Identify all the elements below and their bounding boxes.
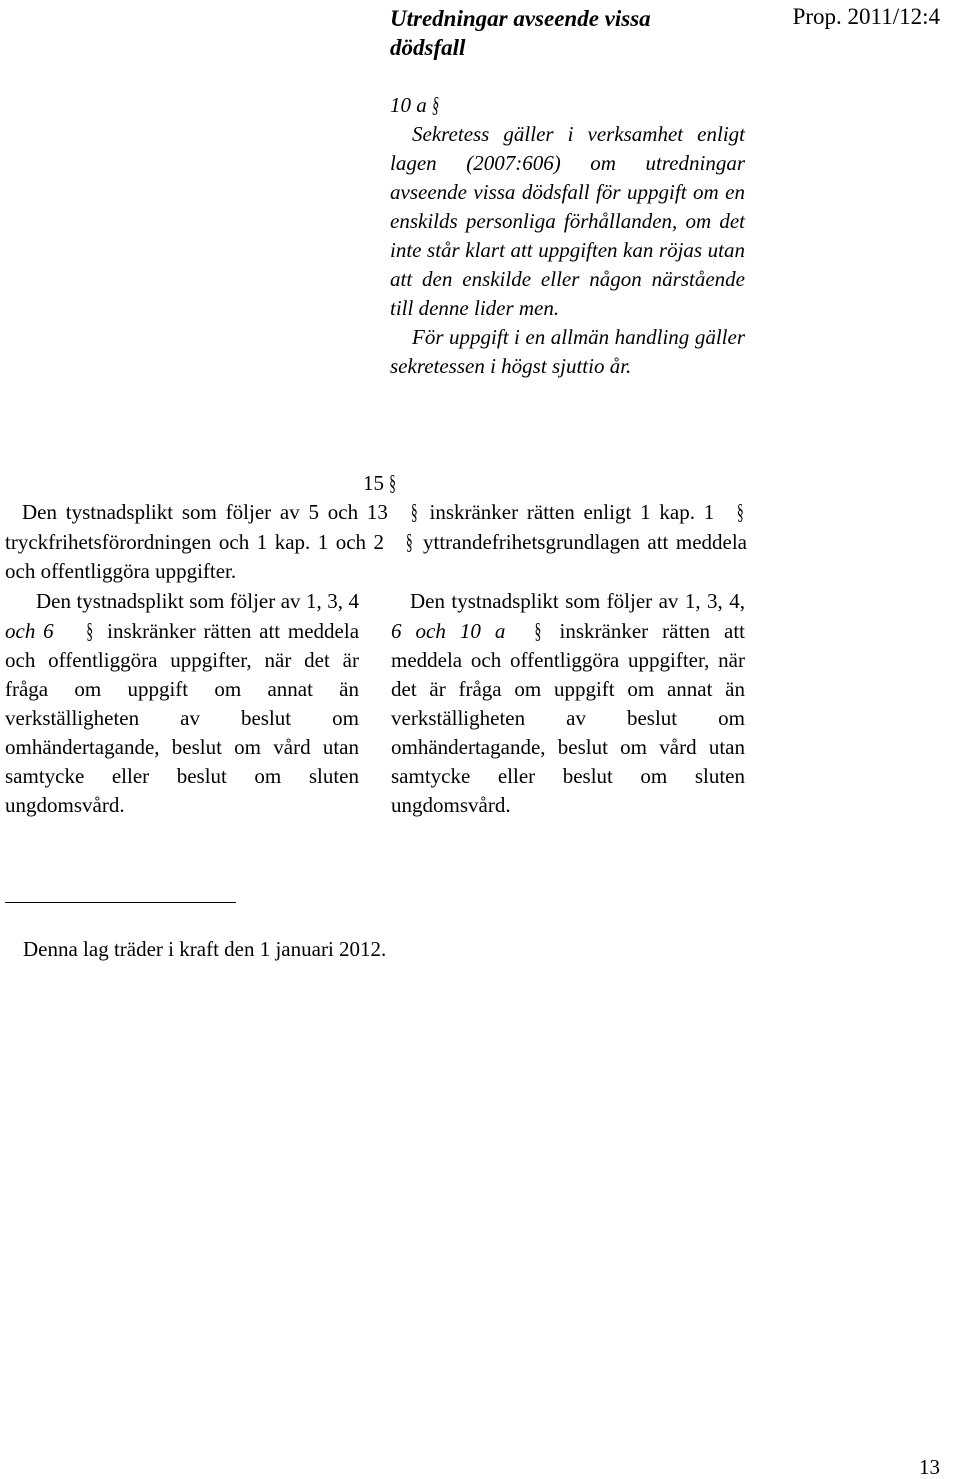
footnote-divider [5, 902, 236, 903]
section-sign: § [736, 499, 744, 524]
entry-into-force-note: Denna lag träder i kraft den 1 januari 2012. [23, 937, 387, 961]
proposed-wording-column [391, 587, 745, 820]
section-10a-heading: 10 a § [390, 92, 439, 117]
section-sign: § [432, 92, 439, 117]
section-15-heading: 15 § [363, 470, 397, 495]
section-15-text [5, 497, 747, 586]
section-10a-para2: För uppgift i en allmän handling gäller sekretessen i högst sjuttio år. [390, 325, 745, 378]
section-sign: § [410, 499, 418, 524]
section-10a-para1: Sekretess gäller i verksamhet enligt lagen (2007:606) om utredningar avseende vissa dödsfall för uppgift om en enskilds personliga förhållanden, om det inte står klart att uppgiften kan röjas utan att den enskilde eller någon närstående till denne lider men. [390, 122, 745, 320]
running-header-title: Utredningar avseende vissa dödsfall [390, 6, 651, 60]
proposed-wording-paragraph: Den tystnadsplikt som följer av 1, 3, 4, 6 och 10 a § inskränker rätten att meddela och offentliggöra uppgifter, när det är fråga om uppgift om annat än verkställigheten av beslut om omhändertagande, beslut om vård utan samtycke eller beslut om sluten ungdomsvård. [391, 589, 746, 817]
current-wording-column [5, 587, 359, 820]
current-wording-paragraph: Den tystnadsplikt som följer av 1, 3, 4 och 6 § inskränker rätten att meddela och offentliggöra uppgifter, när det är fråga om uppgift om annat än verkställigheten av beslut om omhändertagande, beslut om vård utan samtycke eller beslut om sluten ungdomsvård. [5, 589, 360, 817]
section-15-paragraph: Den tystnadsplikt som följer av 5 och 13 § inskränker rätten enligt 1 kap. 1 § tryckfrihetsförordningen och 1 kap. 1 och 2 § yttrandefrihetsgrundlagen att meddela och offentliggöra uppgifter. [5, 499, 748, 583]
section-sign: § [389, 470, 397, 495]
section-sign: § [405, 529, 413, 554]
section-sign: § [534, 618, 542, 643]
page-number: 13 [919, 1455, 940, 1479]
section-sign: § [86, 618, 94, 643]
running-header-prop: Prop. 2011/12:4 [792, 4, 940, 29]
section-10a [390, 90, 745, 381]
